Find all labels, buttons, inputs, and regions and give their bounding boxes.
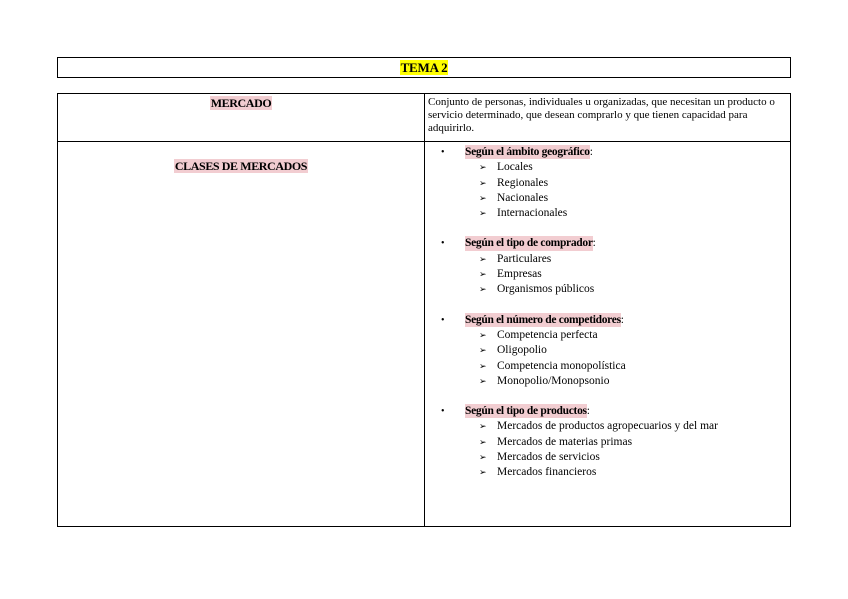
list-item: [479, 465, 790, 480]
sub-list: [441, 252, 790, 298]
arrow-bullet-icon: ➢: [479, 346, 487, 357]
mercado-label: MERCADO: [210, 96, 272, 110]
list-group-heading: [441, 236, 790, 251]
list-item-label: Particulares: [497, 252, 552, 265]
list-item-label: Locales: [497, 161, 533, 174]
list-group: [441, 236, 790, 297]
group-title-colon: :: [620, 313, 624, 326]
list-item: [479, 176, 790, 191]
list-item-label: Nacionales: [497, 191, 549, 204]
group-title-colon: :: [592, 237, 596, 250]
group-title: Según el ámbito geográfico: [465, 146, 590, 158]
list-item: [479, 374, 790, 389]
list-group: [441, 404, 790, 480]
list-group-heading: [441, 404, 790, 419]
list-item-label: Organismos públicos: [497, 283, 595, 296]
content-table: [57, 93, 791, 527]
list-item: [479, 435, 790, 450]
arrow-bullet-icon: ➢: [479, 361, 487, 372]
list-group-heading: [441, 313, 790, 328]
list-group: [441, 145, 790, 221]
arrow-bullet-icon: ➢: [479, 270, 487, 281]
list-item-label: Oligopolio: [497, 344, 547, 357]
bullet-icon: •: [441, 238, 445, 250]
arrow-bullet-icon: ➢: [479, 330, 487, 341]
list-item-label: Regionales: [497, 176, 549, 189]
list-item: [479, 328, 790, 343]
clases-label-cell: [58, 142, 425, 527]
list-item: [479, 191, 790, 206]
arrow-bullet-icon: ➢: [479, 209, 487, 220]
mercado-definition: Conjunto de personas, individuales u organizadas, que necesitan un producto o servicio determinado, que desean comprarlo y que tienen capacidad para adquirirlo.: [428, 96, 775, 134]
arrow-bullet-icon: ➢: [479, 468, 487, 479]
list-item-label: Mercados de servicios: [497, 451, 600, 464]
arrow-bullet-icon: ➢: [479, 376, 487, 387]
clases-list-cell: [425, 142, 791, 527]
list-group-heading: [441, 145, 790, 160]
list-item-label: Empresas: [497, 268, 542, 281]
group-title-colon: :: [586, 405, 590, 418]
clases-label: CLASES DE MERCADOS: [174, 159, 308, 173]
list-item: [479, 450, 790, 465]
arrow-bullet-icon: ➢: [479, 285, 487, 296]
list-item: [479, 343, 790, 358]
arrow-bullet-icon: ➢: [479, 163, 487, 174]
sub-list: [441, 419, 790, 480]
title-box: [57, 57, 791, 78]
list-item: [479, 359, 790, 374]
sub-list: [441, 160, 790, 221]
group-title: Según el tipo de comprador: [465, 237, 593, 250]
list-item: [479, 267, 790, 282]
group-title: Según el número de competidores: [465, 313, 621, 326]
list-item-label: Mercados financieros: [497, 466, 597, 479]
bullet-icon: •: [441, 314, 445, 326]
list-item-label: Competencia monopolística: [497, 359, 626, 372]
list-item-label: Internacionales: [497, 207, 568, 220]
list-item-label: Competencia perfecta: [497, 328, 598, 341]
mercado-label-cell: [58, 94, 425, 142]
list-item-label: Mercados de materias primas: [497, 435, 633, 448]
clases-list: [425, 142, 790, 481]
arrow-bullet-icon: ➢: [479, 437, 487, 448]
group-title-colon: :: [589, 146, 593, 158]
arrow-bullet-icon: ➢: [479, 254, 487, 265]
list-item-label: Mercados de productos agropecuarios y del mar: [497, 420, 718, 433]
list-item: [479, 206, 790, 221]
list-item: [479, 419, 790, 434]
mercado-definition-cell: [425, 94, 791, 142]
table-row: [58, 142, 791, 527]
arrow-bullet-icon: ➢: [479, 422, 487, 433]
arrow-bullet-icon: ➢: [479, 178, 487, 189]
list-item-label: Monopolio/Monopsonio: [497, 374, 610, 387]
list-item: [479, 160, 790, 175]
bullet-icon: •: [441, 147, 445, 158]
arrow-bullet-icon: ➢: [479, 453, 487, 464]
sub-list: [441, 328, 790, 389]
list-group: [441, 313, 790, 389]
group-title: Según el tipo de productos: [465, 405, 587, 418]
list-item: [479, 252, 790, 267]
arrow-bullet-icon: ➢: [479, 193, 487, 204]
page-title: TEMA 2: [400, 60, 448, 75]
bullet-icon: •: [441, 406, 445, 418]
list-item: [479, 282, 790, 297]
table-row: [58, 94, 791, 142]
